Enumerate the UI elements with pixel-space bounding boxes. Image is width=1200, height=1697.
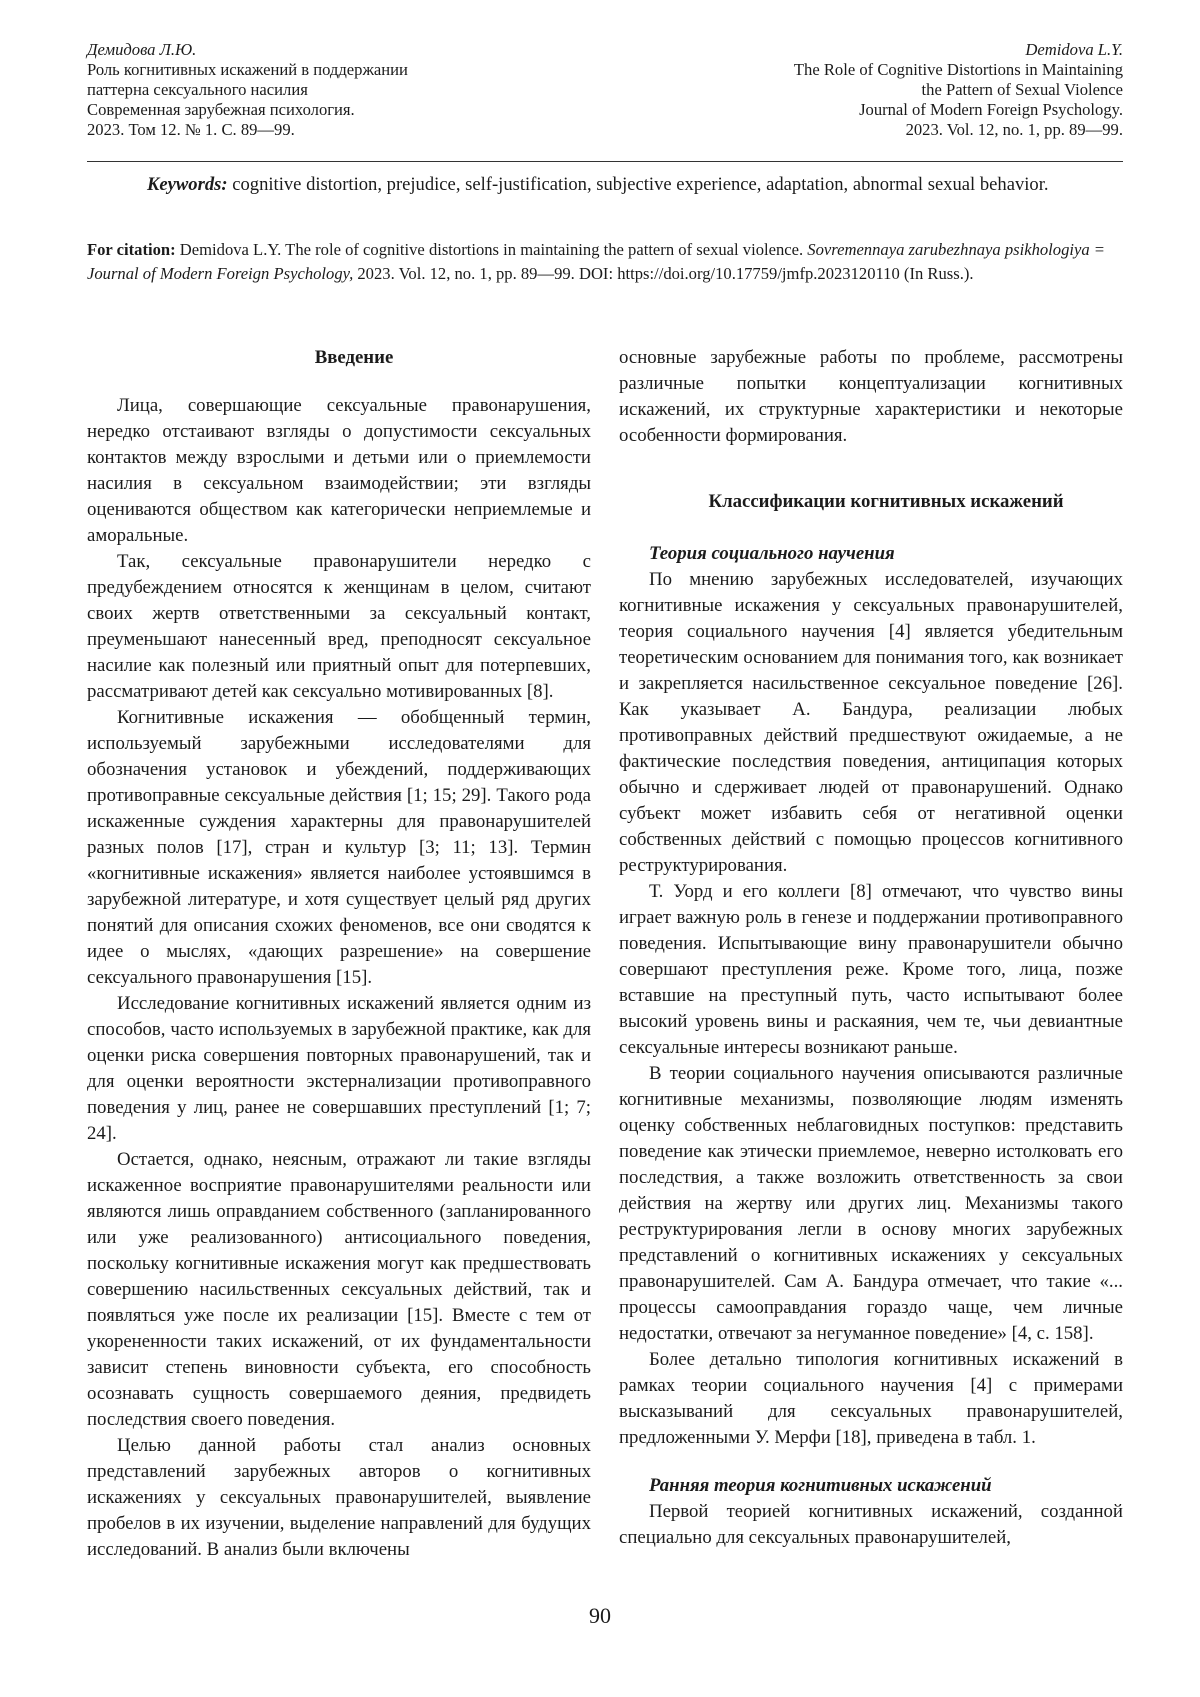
header-author-ru: Демидова Л.Ю. [87,40,197,59]
intro-continuation: основные зарубежные работы по проблеме, рассмотрены различные попытки концептуализации когнитивных искажений, их структурные характеристики и некоторые особенности формирования. [619,347,1123,446]
social-learning-paragraph-3: В теории социального научения описываются различные когнитивные механизмы, позволяющие людям изменять оценку собственных неблаговидных поступков: представить поведение как этически приемлемое, неверно истолковать его последствия, а также возложить ответственность за свои действия на жертву или других лиц. Механизмы такого реструктурирования легли в основу многих зарубежных представлений о когнитивных искажениях у сексуальных правонарушителей. Сам А. Бандура отмечает, что такие «... процессы самооправдания гораздо чаще, чем личные недостатки, отвечают за негуманное поведение» [4, с. 158]. [619,1063,1123,1344]
page-number: 90 [589,1603,611,1628]
left-column [87,345,591,1563]
subsection-title-social-learning: Теория социального научения [649,543,895,564]
intro-paragraph-2: Так, сексуальные правонарушители нередко с предубеждением относятся к женщинам в целом, считают своих жертв ответственными за сексуальный контакт, преуменьшают нанесенный вред, преподносят сексуальное насилие как полезный или приятный опыт для потерпевших, рассматривают детей как сексуально мотивированных [8]. [87,551,591,702]
section-title-classifications: Классификации когнитивных искажений [708,491,1064,512]
intro-paragraph-6: Целью данной работы стал анализ основных представлений зарубежных авторов о когнитивных искажениях у сексуальных правонарушителей, выявление пробелов в их изучении, выделение направлений для будущих исследований. В анализ были включены [87,1435,591,1560]
intro-paragraph-1: Лица, совершающие сексуальные правонарушения, нередко отстаивают взгляды о допустимости сексуальных контактов между взрослыми и детьми или о приемлемости насилия в сексуальном взаимодействии; эти взгляды оцениваются обществом как категорически неприемлемые и аморальные. [87,395,591,546]
right-column [619,345,1123,1551]
subsection-title-early-theory: Ранняя теория когнитивных искажений [649,1475,992,1496]
header-journal-ru: Современная зарубежная психология. [87,100,355,119]
social-learning-paragraph-4: Более детально типология когнитивных искажений в рамках теории социального научения [4] с примерами высказываний для сексуальных правонарушителей, предложенными У. Мерфи [18], приведена в табл. 1. [619,1349,1123,1448]
intro-paragraph-3: Когнитивные искажения — обобщенный термин, используемый зарубежными исследователями для обозначения установок и убеждений, поддерживающих противоправные сексуальные действия [1; 15; 29]. Такого рода искаженные суждения характерны для правонарушителей разных полов [17], стран и культур [3; 11; 13]. Термин «когнитивные искажения» является наиболее устоявшимся в зарубежной литературе, и хотя существует целый ряд других понятий для описания схожих феноменов, все они сводятся к идее о мыслях, «дающих разрешение» на совершение сексуального правонарушения [15]. [87,707,591,988]
header-journal-en: Journal of Modern Foreign Psychology. [859,100,1123,119]
citation-text-after: 2023. Vol. 12, no. 1, pp. 89—99. DOI: https://doi.org/10.17759/jmfp.2023120110 (In Russ.). [353,264,974,283]
running-header [87,40,1123,148]
social-learning-paragraph-2: Т. Уорд и его коллеги [8] отмечают, что чувство вины играет важную роль в генезе и поддержании противоправного поведения. Испытывающие вину правонарушители обычно совершают преступления реже. Кроме того, лица, позже вставшие на преступный путь, часто испытывают более высокий уровень вины и раскаяния, чем те, чьи девиантные сексуальные интересы возникают раньше. [619,881,1123,1058]
citation-journal: Sovremennaya zarubezhnaya psikhologiya = Journal of Modern Foreign Psychology, [87,240,1105,283]
header-russian [87,40,408,140]
header-issue-en: 2023. Vol. 12, no. 1, pp. 89—99. [905,120,1123,139]
header-english [794,40,1123,140]
citation [87,238,1123,286]
early-theory-paragraph-1: Первой теорией когнитивных искажений, созданной специально для сексуальных правонарушителей, [619,1501,1123,1548]
header-title-en-line2: the Pattern of Sexual Violence [921,80,1123,99]
keywords-text: cognitive distortion, prejudice, self-justification, subjective experience, adaptation, abnormal sexual behavior. [227,174,1049,195]
section-title-introduction: Введение [314,347,394,368]
keywords-label: Keywords: [147,174,228,195]
header-title-ru-line1: Роль когнитивных искажений в поддержании [87,60,408,79]
keywords [87,172,1123,198]
social-learning-paragraph-1: По мнению зарубежных исследователей, изучающих когнитивные искажения у сексуальных правонарушителей, теория социального научения [4] является убедительным теоретическим основанием для понимания того, как возникает и закрепляется насильственное сексуальное поведение [26]. Как указывает А. Бандура, реализации любых противоправных действий предшествуют ожидаемые, а не фактические последствия поведения, антиципация которых обычно и сдерживает людей от правонарушений. Однако субъект может избавить себя от негативной оценки собственных действий с помощью процессов когнитивного реструктурирования. [619,569,1123,876]
header-title-ru-line2: паттерна сексуального насилия [87,80,308,99]
intro-paragraph-4: Исследование когнитивных искажений является одним из способов, часто используемых в зарубежной практике, как для оценки риска совершения повторных правонарушений, так и для оценки вероятности экстернализации противоправного поведения у лиц, ранее не совершавших преступлений [1; 7; 24]. [87,993,591,1144]
header-title-en-line1: The Role of Cognitive Distortions in Maintaining [793,60,1123,79]
header-issue-ru: 2023. Том 12. № 1. С. 89—99. [87,120,295,139]
header-author-en: Demidova L.Y. [1025,40,1123,59]
citation-label: For citation: [87,240,176,259]
header-divider [87,161,1123,162]
citation-text-before: Demidova L.Y. The role of cognitive distortions in maintaining the pattern of sexual violence. [175,240,808,259]
intro-paragraph-5: Остается, однако, неясным, отражают ли такие взгляды искаженное восприятие правонарушителями реальности или являются лишь оправданием собственного (запланированного или уже реализованного) антисоциального поведения, поскольку когнитивные искажения могут как предшествовать совершению насильственных сексуальных действий, так и появляться уже после их реализации [15]. Вместе с тем от укорененности таких искажений, от их фундаментальности зависит степень виновности субъекта, его способность осознавать сущность совершаемого деяния, предвидеть последствия своего поведения. [87,1149,591,1430]
